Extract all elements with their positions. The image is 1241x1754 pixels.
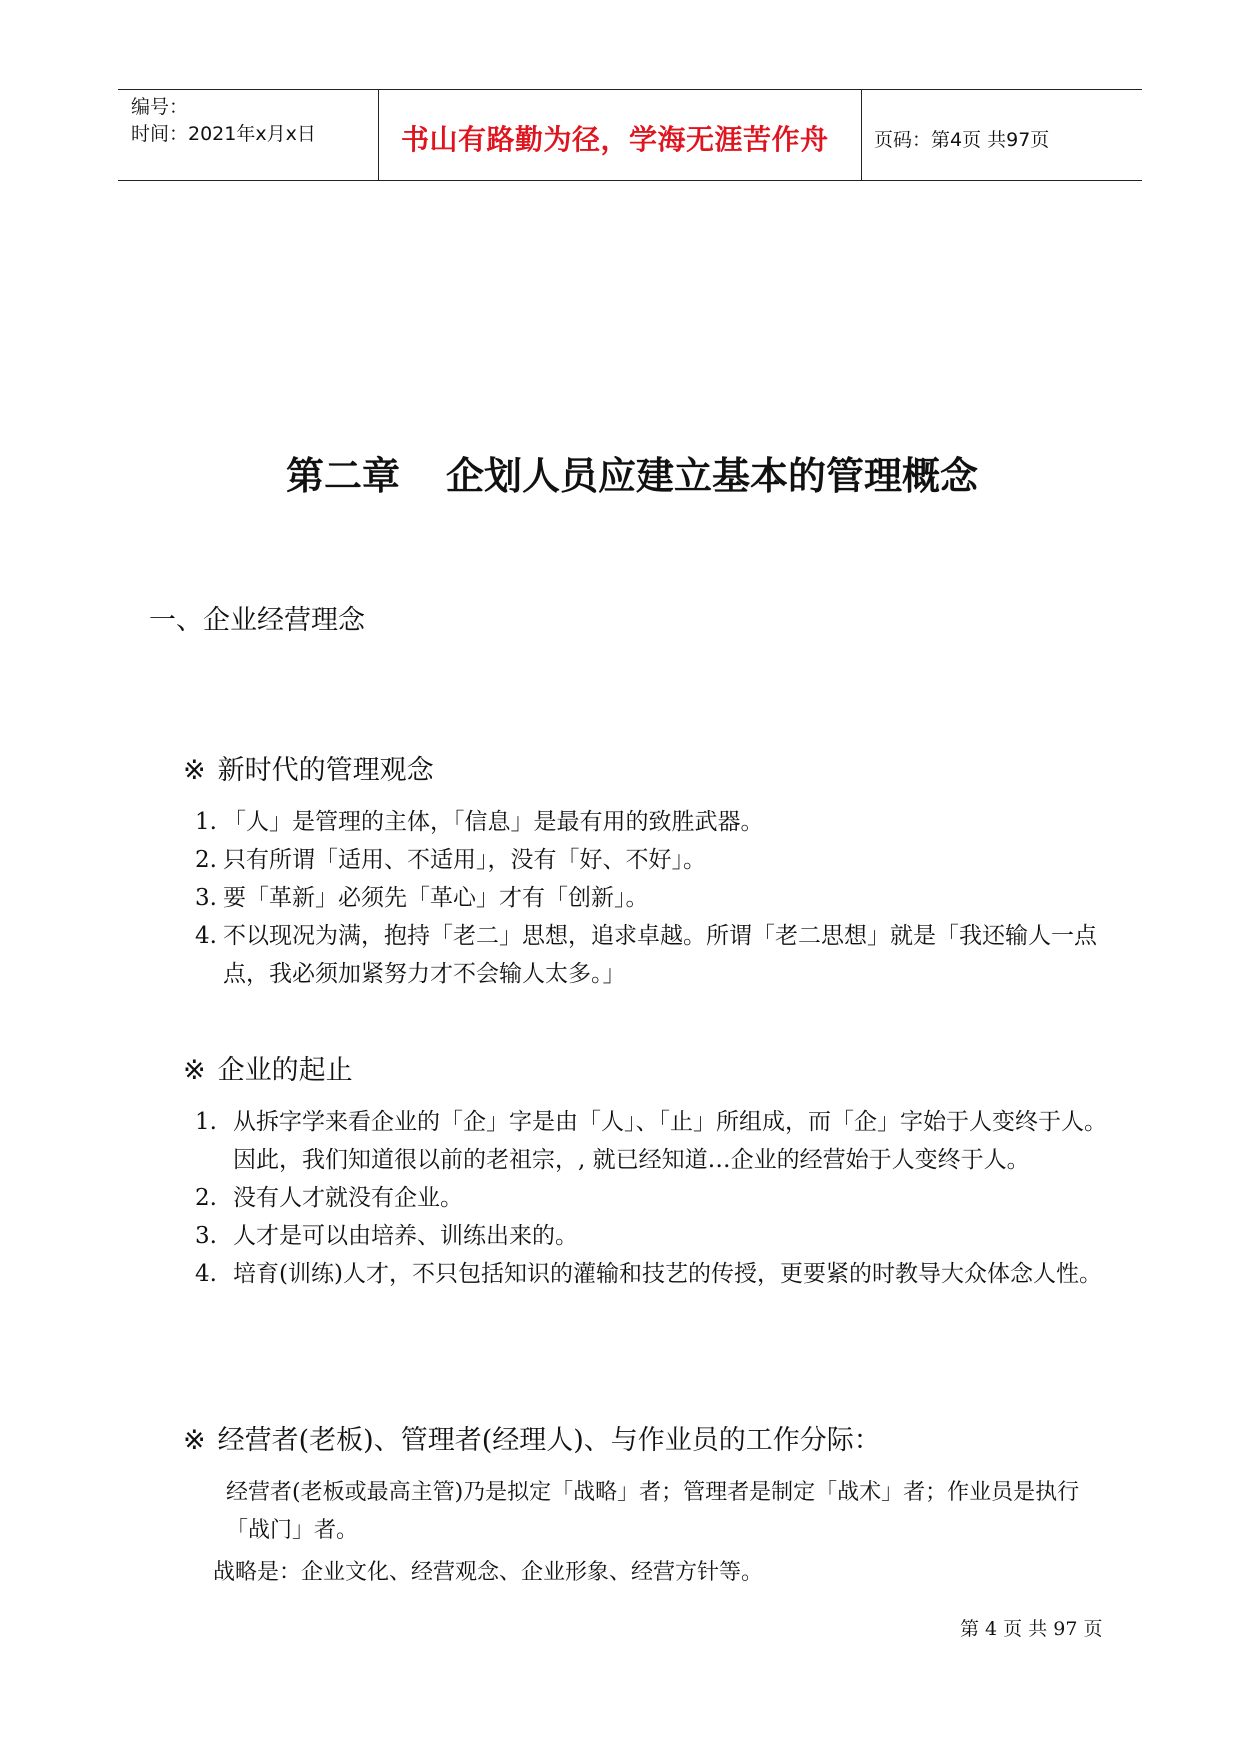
- reference-mark-icon: ※: [183, 1425, 206, 1456]
- list-item: [195, 1217, 1120, 1255]
- list-text: 从拆字学来看企业的「企」字是由「人」、「止」所组成，而「企」字始于人变终于人。因此，我们知道很以前的老祖宗，, 就已经知道…企业的经营始于人变终于人。: [233, 1109, 1107, 1173]
- list-number: 1.: [195, 809, 217, 835]
- list-item: [195, 1179, 1120, 1217]
- subheading-text: 企业的起止: [217, 1055, 353, 1086]
- header-top-rule: [118, 89, 1142, 90]
- list-item: [195, 803, 1115, 841]
- subheading-text: 经营者(老板)、管理者(经理人)、与作业员的工作分际：: [217, 1425, 881, 1456]
- list-text: 「人」是管理的主体，「信息」是最有用的致胜武器。: [223, 809, 764, 835]
- list-text: 人才是可以由培养、训练出来的。: [233, 1223, 578, 1249]
- header-page-label: 页码：第4页 共97页: [874, 129, 1050, 151]
- header-divider-left: [378, 89, 379, 181]
- subheading-roles: [183, 1418, 881, 1457]
- enterprise-list: [195, 1103, 1120, 1293]
- roles-paragraph: 经营者(老板或最高主管)乃是拟定「战略」者；管理者是制定「战术」者；作业员是执行「战门」者。: [226, 1480, 1080, 1543]
- header-motto: 书山有路勤为径，学海无涯苦作舟: [401, 123, 829, 156]
- list-text: 培育(训练)人才，不只包括知识的灌输和技艺的传授，更要紧的时教导大众体念人性。: [233, 1261, 1102, 1287]
- subheading-text: 新时代的管理观念: [217, 755, 434, 786]
- reference-mark-icon: ※: [183, 1055, 206, 1086]
- list-item: [195, 879, 1115, 917]
- list-number: 3.: [195, 1223, 217, 1249]
- chapter-number: 第二章: [286, 454, 401, 498]
- list-item: [195, 917, 1115, 993]
- reference-mark-icon: ※: [183, 755, 206, 786]
- page-footer: 第 4 页 共 97 页: [960, 1618, 1103, 1640]
- list-text: 没有人才就没有企业。: [233, 1185, 463, 1211]
- header-divider-right: [861, 89, 862, 181]
- new-era-list: [195, 803, 1115, 993]
- list-item: [195, 1255, 1120, 1293]
- header-time-label: 时间：2021年x月x日: [131, 123, 316, 145]
- list-number: 2.: [195, 847, 217, 873]
- list-number: 1.: [195, 1109, 217, 1135]
- strategy-paragraph: 战略是：企业文化、经营观念、企业形象、经营方针等。: [213, 1560, 764, 1585]
- list-text: 要「革新」必须先「革心」才有「创新」。: [223, 885, 649, 911]
- list-number: 4.: [195, 1261, 217, 1287]
- chapter-heading: 企划人员应建立基本的管理概念: [446, 454, 979, 498]
- list-number: 2.: [195, 1185, 217, 1211]
- list-text: 不以现况为满，抱持「老二」思想，追求卓越。所谓「老二思想」就是「我还输人一点点，我必须加紧努力才不会输人太多。」: [223, 923, 1097, 987]
- section-heading: 一、企业经营理念: [149, 605, 365, 636]
- list-item: [195, 841, 1115, 879]
- subheading-enterprise: [183, 1048, 353, 1087]
- list-item: [195, 1103, 1120, 1179]
- list-number: 3.: [195, 885, 217, 911]
- list-text: 只有所谓「适用、不适用」，没有「好、不好」。: [223, 847, 706, 873]
- header-number-label: 编号：: [131, 96, 189, 118]
- chapter-title: [286, 445, 978, 500]
- subheading-new-era: [183, 748, 434, 787]
- list-number: 4.: [195, 923, 217, 949]
- header-bottom-rule: [118, 180, 1142, 181]
